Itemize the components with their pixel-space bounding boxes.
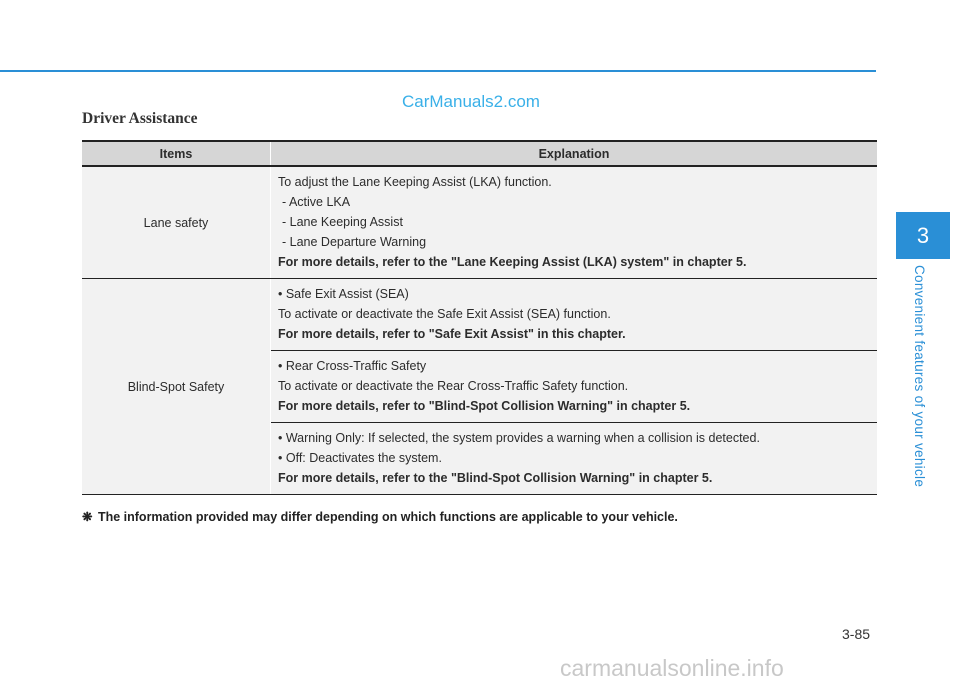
reference-line: For more details, refer to "Safe Exit Assist" in this chapter. [278, 327, 626, 341]
table-row [82, 166, 877, 279]
header-rule [0, 70, 876, 72]
table-row [82, 279, 877, 351]
explanation-line: • Warning Only: If selected, the system provides a warning when a collision is detected. [278, 431, 760, 445]
explanation-line: - Active LKA [282, 195, 351, 209]
explanation-line: • Off: Deactivates the system. [278, 451, 442, 465]
explanation-line: • Safe Exit Assist (SEA) [278, 287, 409, 301]
explanation-cell [271, 279, 878, 351]
explanation-cell [271, 423, 878, 495]
explanation-cell [271, 351, 878, 423]
footer-watermark: carmanualsonline.info [560, 655, 784, 681]
table-header-row [82, 141, 877, 166]
explanation-line: • Rear Cross-Traffic Safety [278, 359, 427, 373]
footnote-text: The information provided may differ depending on which functions are applicable to your vehicle. [97, 510, 678, 524]
chapter-tab: 3 [896, 212, 950, 259]
reference-line: For more details, refer to the "Lane Keeping Assist (LKA) system" in chapter 5. [278, 255, 747, 269]
explanation-line: - Lane Departure Warning [282, 235, 427, 249]
explanation-line: - Lane Keeping Assist [282, 215, 403, 229]
item-cell-lane-safety: Lane safety [82, 166, 271, 279]
explanation-cell [271, 166, 878, 279]
reference-line: For more details, refer to "Blind-Spot Collision Warning" in chapter 5. [278, 399, 691, 413]
footnote [82, 509, 678, 524]
driver-assistance-table [82, 140, 877, 495]
section-title: Driver Assistance [82, 110, 198, 127]
chapter-title-vertical: Convenient features of your vehicle [912, 265, 927, 488]
column-header-explanation: Explanation [271, 141, 878, 166]
header-watermark: CarManuals2.com [402, 92, 540, 111]
explanation-line: To activate or deactivate the Rear Cross-Traffic Safety function. [278, 379, 629, 393]
explanation-line: To activate or deactivate the Safe Exit Assist (SEA) function. [278, 307, 611, 321]
page-number: 3-85 [842, 626, 871, 642]
explanation-line: To adjust the Lane Keeping Assist (LKA) function. [278, 175, 552, 189]
column-header-items: Items [82, 141, 271, 166]
asterisk-note-icon: ❋ [82, 510, 93, 524]
item-cell-blind-spot-safety: Blind-Spot Safety [82, 279, 271, 495]
reference-line: For more details, refer to the "Blind-Spot Collision Warning" in chapter 5. [278, 471, 713, 485]
